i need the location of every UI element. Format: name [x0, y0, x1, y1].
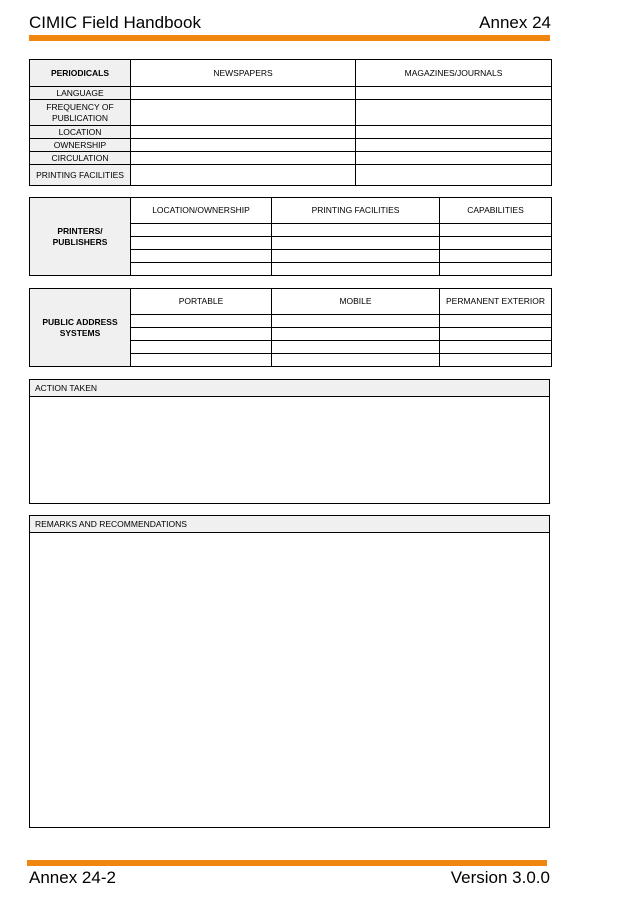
printers-cell[interactable]: [440, 224, 552, 237]
pa-cell[interactable]: [272, 315, 440, 328]
remarks-box: [29, 515, 550, 828]
col-newspapers: NEWSPAPERS: [131, 60, 356, 87]
col-mobile: MOBILE: [272, 289, 440, 315]
printers-cell[interactable]: [131, 263, 272, 276]
cell-magazines-ownership[interactable]: [356, 139, 552, 152]
footer-version: Version 3.0.0: [450, 868, 550, 887]
col-magazines-journals: MAGAZINES/JOURNALS: [356, 60, 552, 87]
printers-cell[interactable]: [272, 237, 440, 250]
row-label-printing-facilities: PRINTING FACILITIES: [30, 165, 131, 186]
cell-newspapers-circulation[interactable]: [131, 152, 356, 165]
pa-cell[interactable]: [131, 328, 272, 341]
pa-cell[interactable]: [131, 354, 272, 367]
header-annex: Annex 24: [479, 13, 551, 32]
row-label-location: LOCATION: [30, 126, 131, 139]
cell-newspapers-printing[interactable]: [131, 165, 356, 186]
cell-newspapers-ownership[interactable]: [131, 139, 356, 152]
footer-divider: [27, 860, 547, 866]
remarks-field[interactable]: [30, 533, 549, 828]
pa-cell[interactable]: [272, 341, 440, 354]
row-label-circulation: CIRCULATION: [30, 152, 131, 165]
cell-magazines-printing[interactable]: [356, 165, 552, 186]
col-printing-facilities: PRINTING FACILITIES: [272, 198, 440, 224]
footer-page-number: Annex 24-2: [29, 868, 116, 887]
row-label-language: LANGUAGE: [30, 87, 131, 100]
pa-cell[interactable]: [131, 315, 272, 328]
pa-cell[interactable]: [440, 328, 552, 341]
periodicals-title: PERIODICALS: [30, 60, 131, 87]
cell-magazines-frequency[interactable]: [356, 100, 552, 126]
pa-cell[interactable]: [440, 354, 552, 367]
header-title: CIMIC Field Handbook: [29, 13, 201, 32]
pa-cell[interactable]: [272, 328, 440, 341]
action-taken-field[interactable]: [30, 397, 549, 504]
pa-cell[interactable]: [440, 341, 552, 354]
printers-title: PRINTERS/ PUBLISHERS: [30, 198, 131, 276]
pa-systems-title: PUBLIC ADDRESS SYSTEMS: [30, 289, 131, 367]
pa-cell[interactable]: [440, 315, 552, 328]
col-capabilities: CAPABILITIES: [440, 198, 552, 224]
periodicals-table: [29, 59, 552, 186]
printers-cell[interactable]: [131, 237, 272, 250]
pa-cell[interactable]: [272, 354, 440, 367]
cell-magazines-language[interactable]: [356, 87, 552, 100]
remarks-label: REMARKS AND RECOMMENDATIONS: [30, 516, 549, 533]
printers-cell[interactable]: [272, 224, 440, 237]
printers-table: [29, 197, 552, 276]
cell-newspapers-location[interactable]: [131, 126, 356, 139]
col-permanent-exterior: PERMANENT EXTERIOR: [440, 289, 552, 315]
header-divider: [29, 35, 550, 41]
printers-cell[interactable]: [440, 237, 552, 250]
printers-cell[interactable]: [131, 224, 272, 237]
col-portable: PORTABLE: [131, 289, 272, 315]
action-taken-box: [29, 379, 550, 504]
row-label-frequency: FREQUENCY OF PUBLICATION: [30, 100, 131, 126]
printers-cell[interactable]: [440, 250, 552, 263]
pa-systems-table: [29, 288, 552, 367]
action-taken-label: ACTION TAKEN: [30, 380, 549, 397]
cell-magazines-location[interactable]: [356, 126, 552, 139]
printers-cell[interactable]: [131, 250, 272, 263]
printers-cell[interactable]: [272, 250, 440, 263]
pa-cell[interactable]: [131, 341, 272, 354]
row-label-ownership: OWNERSHIP: [30, 139, 131, 152]
printers-cell[interactable]: [272, 263, 440, 276]
cell-newspapers-language[interactable]: [131, 87, 356, 100]
cell-magazines-circulation[interactable]: [356, 152, 552, 165]
printers-cell[interactable]: [440, 263, 552, 276]
col-location-ownership: LOCATION/OWNERSHIP: [131, 198, 272, 224]
cell-newspapers-frequency[interactable]: [131, 100, 356, 126]
